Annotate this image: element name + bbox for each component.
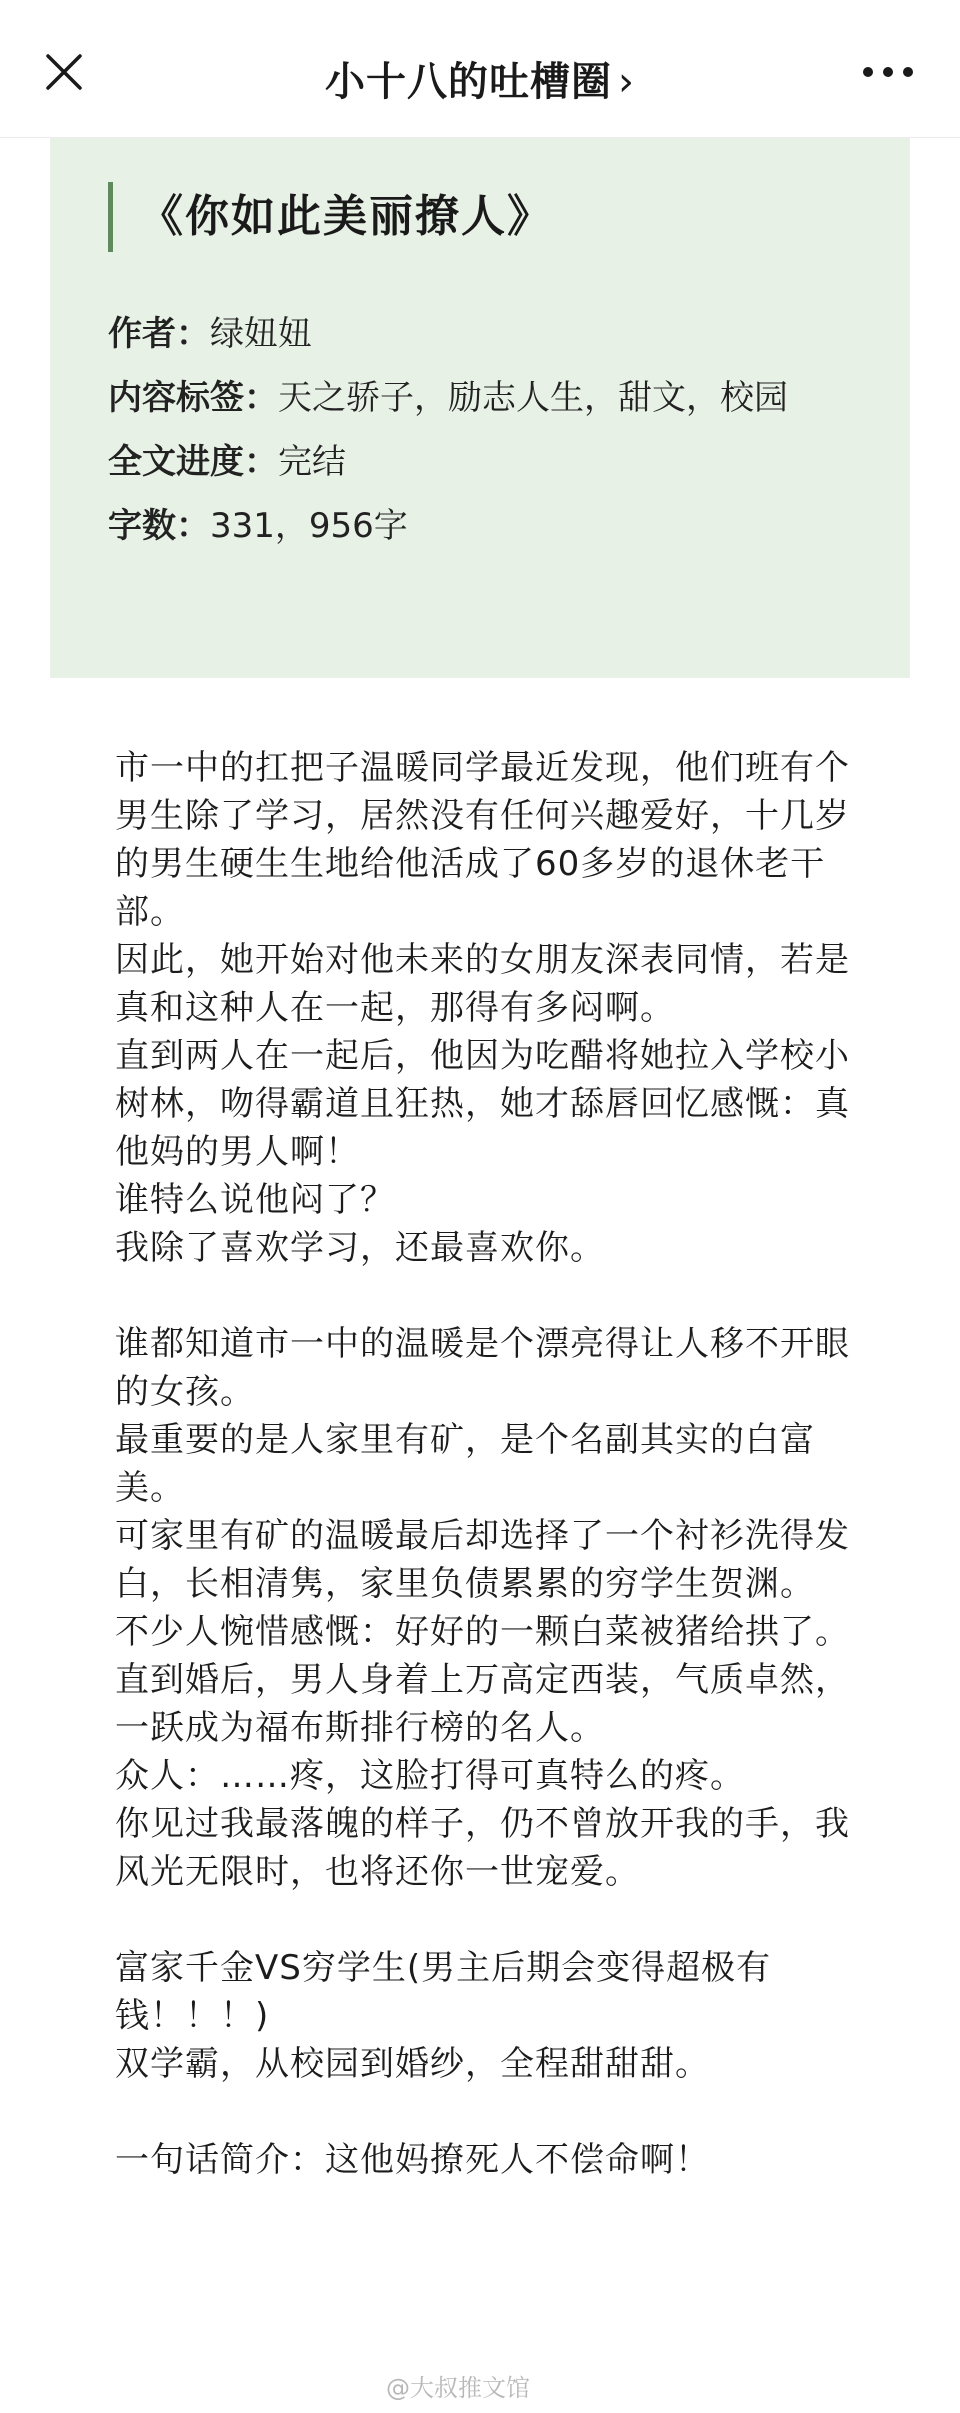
synopsis-paragraph: 最重要的是人家里有矿，是个名副其实的白富美。: [115, 1420, 815, 1508]
words-label: 字数：: [108, 506, 210, 546]
words-value: 331，956字: [210, 506, 408, 546]
author-row: [108, 302, 868, 366]
synopsis-paragraph: 双学霸，从校园到婚纱，全程甜甜甜。: [115, 2044, 710, 2084]
progress-row: [108, 430, 868, 494]
synopsis-paragraph: 直到两人在一起后，他因为吃醋将她拉入学校小树林，吻得霸道且狂热，她才舔唇回忆感慨：真他妈的男人啊！: [115, 1036, 850, 1172]
watermark: @大叔推文馆: [386, 2374, 530, 2402]
synopsis-paragraph: 你见过我最落魄的样子，仍不曾放开我的手，我风光无限时，也将还你一世宠爱。: [115, 1804, 850, 1892]
synopsis-paragraph: 谁都知道市一中的温暖是个漂亮得让人移不开眼的女孩。: [115, 1324, 850, 1412]
synopsis-paragraph: 富家千金VS穷学生(男主后期会变得超极有钱！！！): [115, 1948, 772, 2036]
paragraph-gap: [115, 2088, 855, 2136]
page-title-text: 小十八的吐槽圈: [325, 59, 612, 105]
paragraph-gap: [115, 1272, 855, 1320]
synopsis-paragraph: 因此，她开始对他未来的女朋友深表同情，若是真和这种人在一起，那得有多闷啊。: [115, 940, 850, 1028]
tags-value: 天之骄子，励志人生，甜文，校园: [278, 378, 788, 418]
page-title[interactable]: [0, 50, 960, 107]
book-meta: [108, 302, 868, 558]
words-row: [108, 494, 868, 558]
progress-label: 全文进度：: [108, 442, 278, 482]
synopsis-paragraph: 市一中的扛把子温暖同学最近发现，他们班有个男生除了学习，居然没有任何兴趣爱好，十几岁的男生硬生生地给他活成了60多岁的退休老干部。: [115, 748, 850, 932]
more-icon[interactable]: [860, 64, 916, 80]
synopsis-paragraph: 我除了喜欢学习，还最喜欢你。: [115, 1228, 605, 1268]
tags-row: [108, 366, 868, 430]
synopsis-paragraph: 可家里有矿的温暖最后却选择了一个衬衫洗得发白，长相清隽，家里负债累累的穷学生贺渊。: [115, 1516, 850, 1604]
author-label: 作者：: [108, 314, 210, 354]
progress-value: 完结: [278, 442, 346, 482]
paragraph-gap: [115, 1896, 855, 1944]
synopsis-text: [115, 744, 855, 2184]
synopsis-paragraph: 直到婚后，男人身着上万高定西装，气质卓然，一跃成为福布斯排行榜的名人。: [115, 1660, 850, 1748]
author-value: 绿妞妞: [210, 314, 312, 354]
synopsis-paragraph: 不少人惋惜感慨：好好的一颗白菜被猪给拱了。: [115, 1612, 850, 1652]
synopsis-paragraph: 谁特么说他闷了？: [115, 1180, 395, 1220]
book-title: 《你如此美丽撩人》: [108, 182, 553, 252]
top-nav-bar: [0, 0, 960, 138]
chevron-right-icon: ›: [618, 59, 635, 105]
synopsis-paragraph: 众人：……疼，这脸打得可真特么的疼。: [115, 1756, 745, 1796]
synopsis-paragraph: 一句话简介：这他妈撩死人不偿命啊！: [115, 2140, 710, 2180]
tags-label: 内容标签：: [108, 378, 278, 418]
book-info-card: [50, 138, 910, 678]
